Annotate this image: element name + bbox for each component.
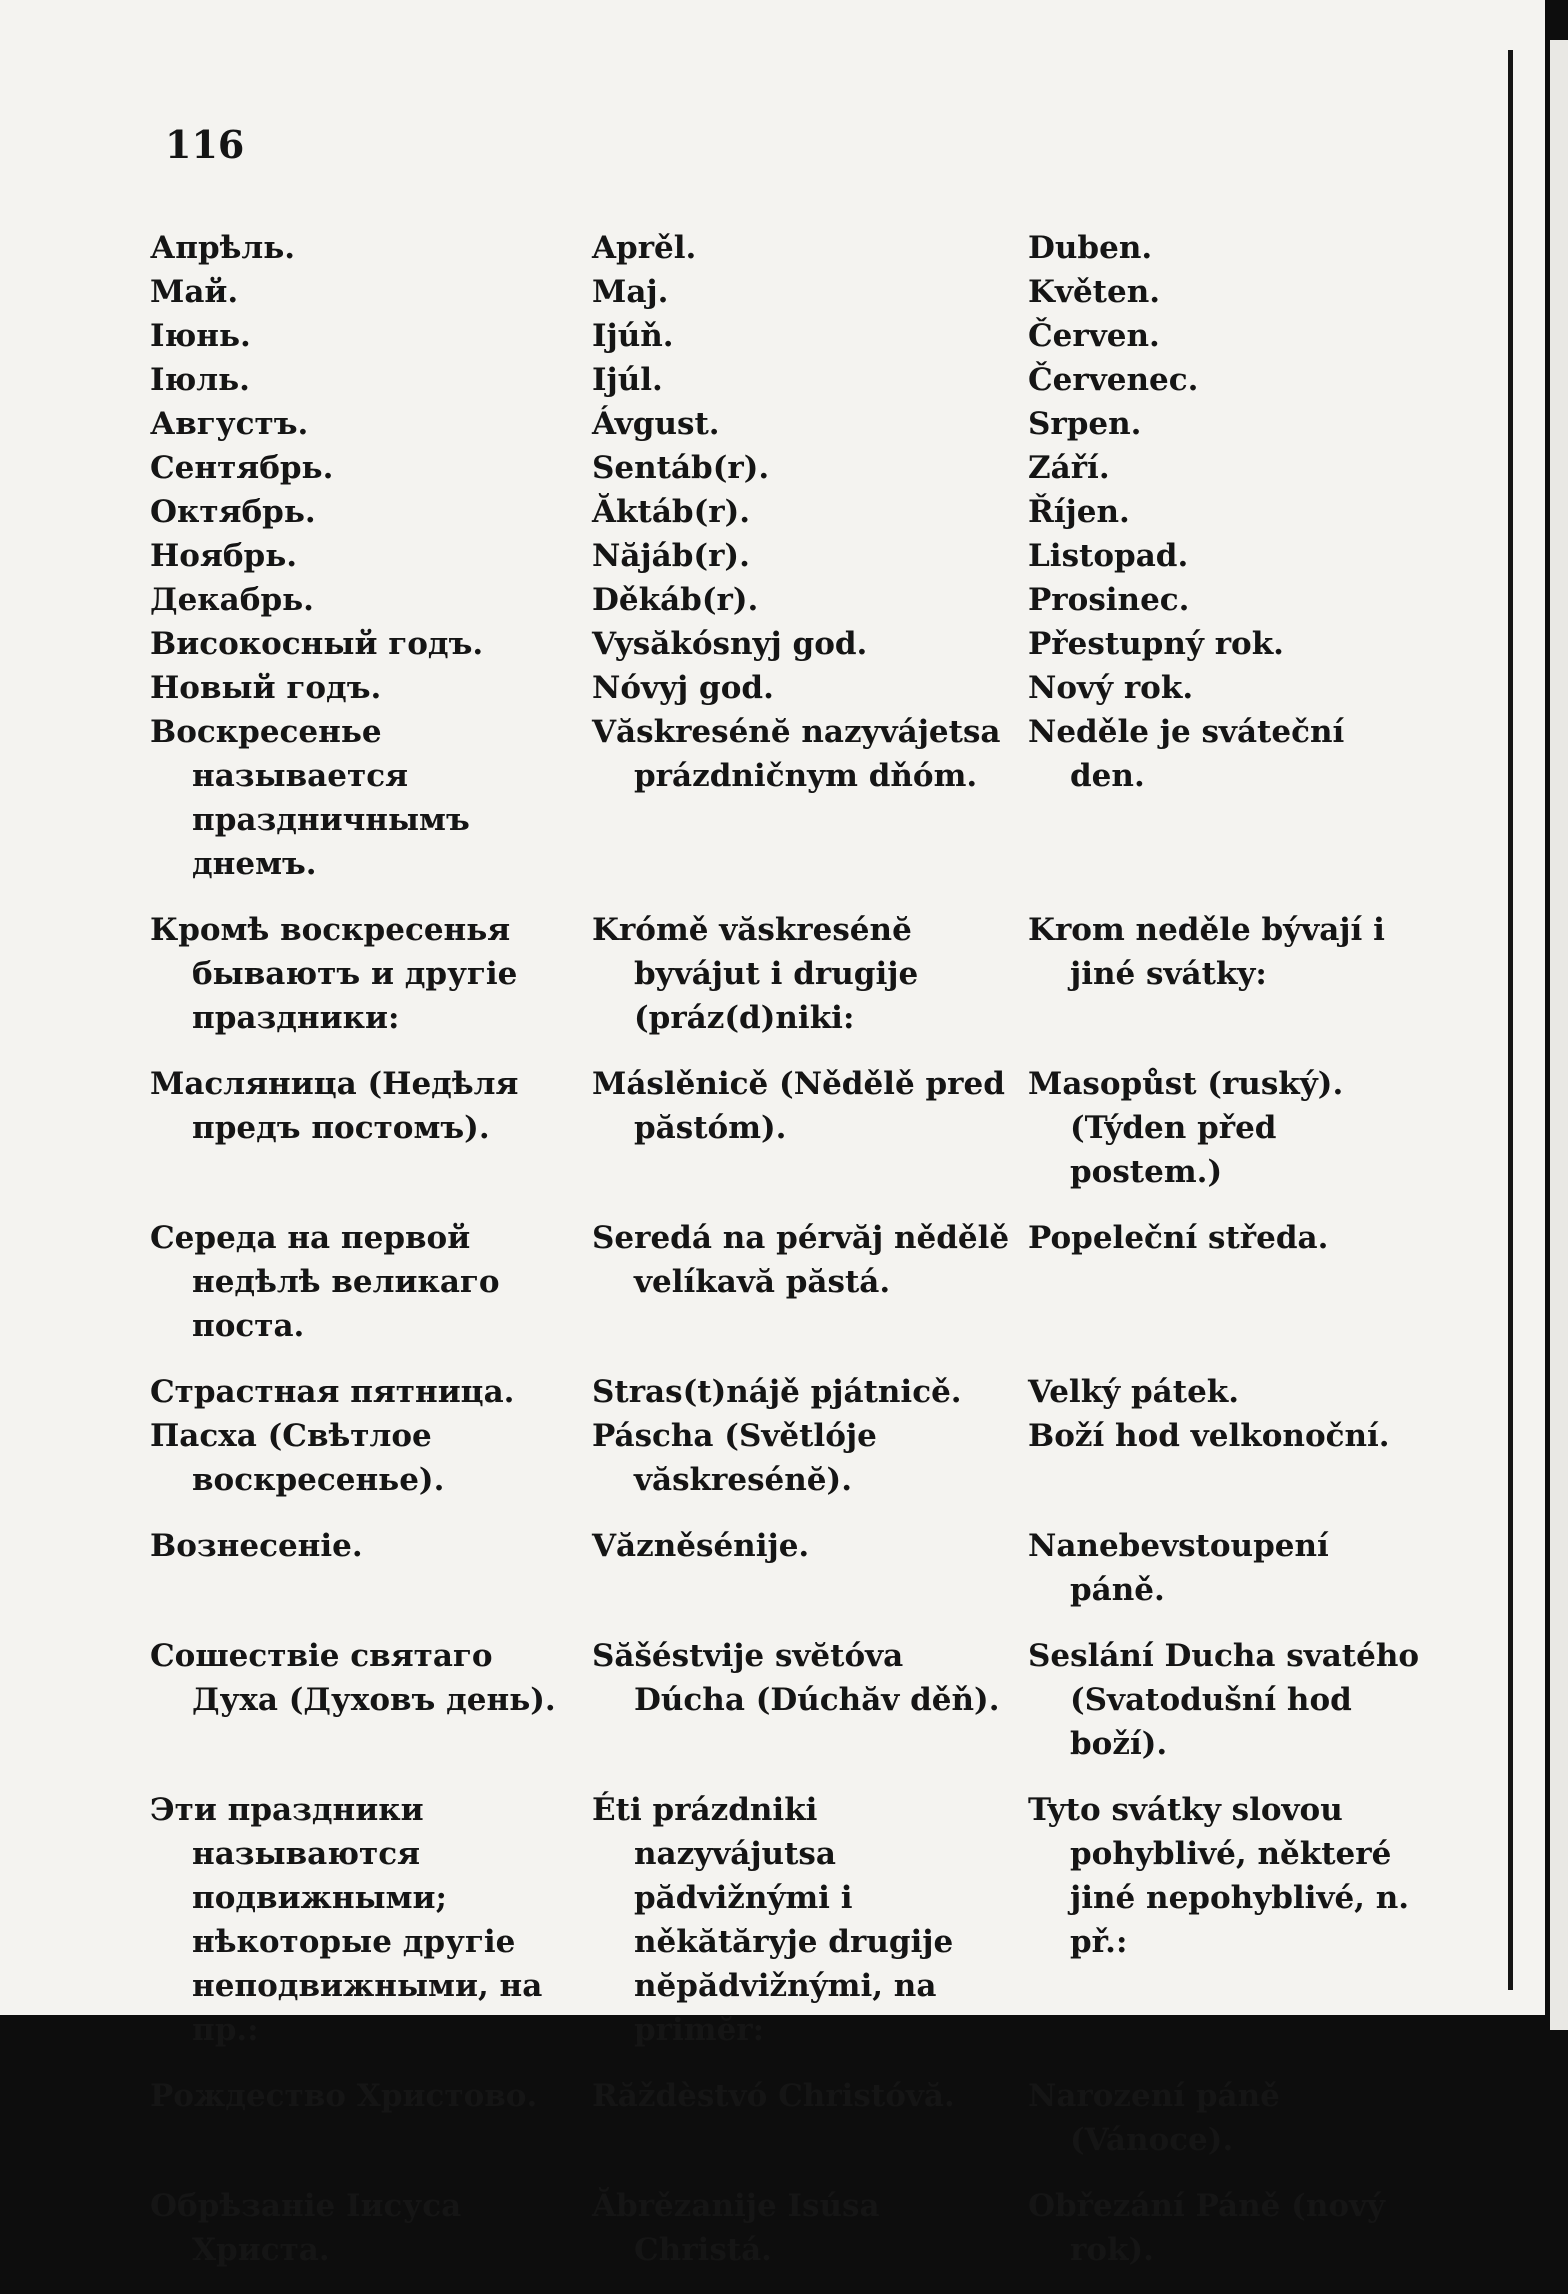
russian-term: Страстная пятница. [150,1374,515,1410]
transliteration: Năjáb(r). [592,538,750,574]
russian-term: Вознесеніе. [150,1528,363,1564]
czech-translation: Nanebevstoupení páně. [1028,1528,1329,1608]
vocab-row [150,1216,1420,1348]
russian-term: Апрѣль. [150,230,296,266]
transliteration: Éti prázdniki nazyvájutsa pădvižnými i někătăryje drugije nĕpădvižnými, na primĕr: [592,1792,954,2048]
russian-term: Кромѣ воскресенья бываютъ и другіе праздники: [150,912,518,1036]
russian-term: Декабрь. [150,582,314,618]
czech-translation: Masopůst (ruský). (Týden před postem.) [1028,1066,1344,1190]
transliteration: Răždèstvó Christóvă. [592,2078,955,2114]
russian-term: Октябрь. [150,494,316,530]
page-number: 116 [165,122,245,167]
vocab-row [150,1062,1420,1194]
russian-term: Іюль. [150,362,250,398]
transliteration: Săšéstvije svĕtóva Dúcha (Dúchăv děň). [592,1638,1000,1718]
vocab-row [150,1370,1420,1414]
vocab-row [150,578,1420,622]
transliteration: Vysăkósnyj god. [592,626,868,662]
vocab-row [150,490,1420,534]
czech-translation: Krom neděle bývají i jiné svátky: [1028,912,1385,992]
russian-term: Ноябрь. [150,538,298,574]
russian-term: Пасха (Свѣтлое воскресенье). [150,1418,445,1498]
transliteration: Nóvyj god. [592,670,774,706]
czech-translation: Září. [1028,450,1110,486]
czech-translation: Tyto svátky slovou pohyblivé, některé jiné nepohyblivé, n. př.: [1028,1792,1410,1960]
czech-translation: Seslání Ducha svatého (Svatodušní hod boží). [1028,1638,1420,1762]
czech-translation: Prosinec. [1028,582,1190,618]
vocab-row [150,1634,1420,1766]
transliteration: Ávgust. [592,406,720,442]
vocab-row [150,270,1420,314]
vocab-row [150,226,1420,270]
czech-translation: Narození páně (Vánoce). [1028,2078,1280,2158]
czech-translation: Neděle je sváteční den. [1028,714,1345,794]
russian-term: Масляница (Недѣля предъ постомъ). [150,1066,519,1146]
vocab-row [150,1414,1420,1502]
czech-translation: Červenec. [1028,362,1199,398]
russian-term: Іюнь. [150,318,251,354]
czech-translation: Popeleční středa. [1028,1220,1329,1256]
russian-term: Новый годъ. [150,670,382,706]
vocab-row [150,2184,1420,2272]
transliteration: Děkáb(r). [592,582,759,618]
russian-term: Эти праздники называются подвижными; нѣкоторые другіе неподвижными, на пр.: [150,1792,543,2048]
russian-term: Май. [150,274,239,310]
transliteration: Ăktáb(r). [592,494,751,530]
transliteration: Páscha (Světlóje văskresénĕ). [592,1418,877,1498]
vocab-row [150,710,1420,886]
czech-translation: Červen. [1028,318,1160,354]
transliteration: Sentáb(r). [592,450,770,486]
vocab-row [150,358,1420,402]
adjacent-page-edge [1550,40,1568,2030]
russian-term: Воскресенье называется праздничнымъ днемъ. [150,714,470,882]
vocab-row [150,534,1420,578]
czech-translation: Duben. [1028,230,1153,266]
transliteration: Văskresénĕ nazyvájetsa prázdničnym dňóm. [592,714,1001,794]
russian-term: Сентябрь. [150,450,334,486]
vocab-row [150,2074,1420,2162]
vocab-row [150,446,1420,490]
czech-translation: Velký pátek. [1028,1374,1240,1410]
russian-term: Сошествіе святаго Духа (Духовъ день). [150,1638,556,1718]
vocab-row [150,1788,1420,2052]
czech-translation: Přestupný rok. [1028,626,1284,662]
vocab-row [150,908,1420,1040]
russian-term: Середа на первой недѣлѣ великаго поста. [150,1220,500,1344]
transliteration: Ăbrězanije Isúsa Christá. [592,2188,880,2268]
page-edge-shadow [1508,50,1513,1990]
transliteration: Aprěl. [592,230,697,266]
transliteration: Máslěnicě (Nědělě pred păstóm). [592,1066,1005,1146]
transliteration: Văzněsénije. [592,1528,810,1564]
transliteration: Seredá na pérvăj nědělě velíkavă păstá. [592,1220,1010,1300]
russian-term: Рождество Христово. [150,2078,538,2114]
vocab-row [150,622,1420,666]
vocab-row [150,1524,1420,1612]
transliteration: Stras(t)nájě pjátnicě. [592,1374,962,1410]
transliteration: Maj. [592,274,669,310]
vocab-row [150,666,1420,710]
czech-translation: Listopad. [1028,538,1189,574]
czech-translation: Boží hod velkonoční. [1028,1418,1390,1454]
transliteration: Ijúň. [592,318,674,354]
vocab-row [150,402,1420,446]
czech-translation: Květen. [1028,274,1161,310]
russian-term: Обрѣзаніе Іисуса Христа. [150,2188,462,2268]
czech-translation: Obřezání Páně (nový rok). [1028,2188,1386,2268]
vocab-row [150,314,1420,358]
vocabulary-table [150,226,1420,2294]
transliteration: Ijúl. [592,362,663,398]
czech-translation: Srpen. [1028,406,1142,442]
russian-term: Високосный годъ. [150,626,484,662]
transliteration: Krómě văskresénĕ byvájut i drugije (práz(d)niki: [592,912,919,1036]
czech-translation: Říjen. [1028,494,1130,530]
czech-translation: Nový rok. [1028,670,1194,706]
russian-term: Августъ. [150,406,309,442]
